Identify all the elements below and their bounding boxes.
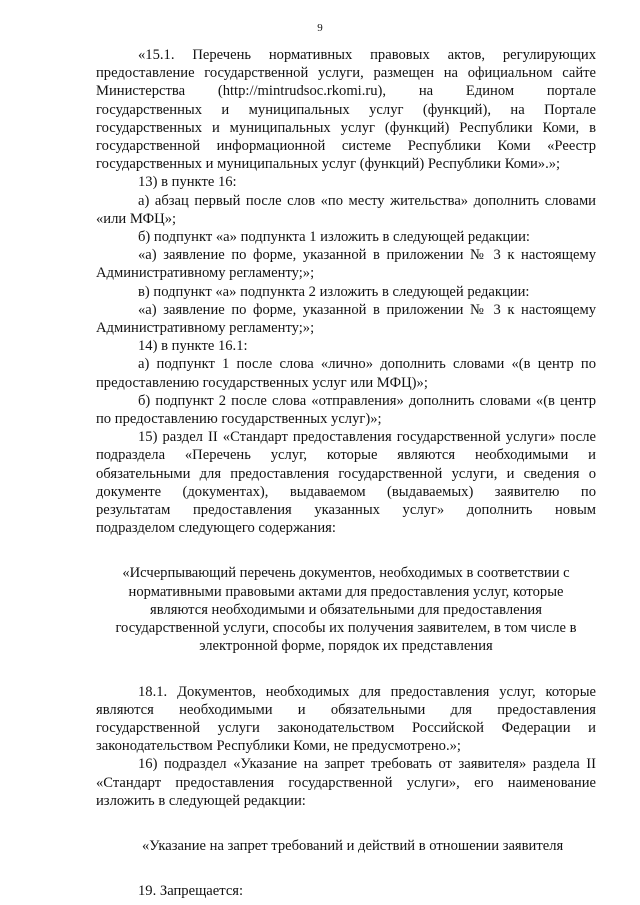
- text-line: Министерства (http://mintrudsoc.rkomi.ru), на Едином портале: [96, 83, 596, 100]
- text-line: по предоставлению государственных услуг)»;: [96, 411, 382, 428]
- text-line: государственных и муниципальных услуг (функций) Республики Коми, в: [96, 119, 596, 136]
- text-line: подраздела «Перечень услуг, которые являются необходимыми и: [96, 447, 596, 464]
- text-line: предоставление государственной услуги, размещен на официальном сайте: [96, 65, 596, 82]
- text-line: «Стандарт предоставления государственной услуги», его наименование: [96, 774, 596, 791]
- text-line: в) подпункт «а» подпункта 2 изложить в следующей редакции:: [138, 283, 530, 300]
- text-line: являются необходимыми и обязательными для предоставления: [96, 701, 596, 718]
- text-line: а) абзац первый после слов «по месту жительства» дополнить словами: [138, 192, 596, 209]
- text-line: «а) заявление по форме, указанной в приложении № 3 к настоящему: [138, 247, 596, 264]
- section-heading-line: являются необходимыми и обязательными для предоставления: [150, 601, 542, 618]
- section-heading-line: государственной услуги, способы их получения заявителем, в том числе в: [115, 620, 577, 637]
- document-body: [96, 46, 596, 900]
- section-heading-line: «Исчерпывающий перечень документов, необходимых в соответствии с: [122, 565, 570, 582]
- section-heading-line: нормативными правовыми актами для предоставления услуг, которые: [128, 583, 564, 600]
- text-line: предоставлению государственных услуг или МФЦ)»;: [96, 374, 428, 391]
- section-heading-line: электронной форме, порядок их представления: [199, 638, 493, 655]
- text-line: результатам предоставления указанных услуг» дополнить новым: [96, 502, 596, 519]
- text-line: подразделом следующего содержания:: [96, 520, 336, 537]
- text-line: 18.1. Документов, необходимых для предоставления услуг, которые: [138, 683, 596, 700]
- text-line: обязательными для предоставления государственной услуги, и сведения о: [96, 465, 596, 482]
- text-line: «15.1. Перечень нормативных правовых актов, регулирующих: [138, 47, 596, 63]
- text-line: законодательством Республики Коми, не предусмотрено.»;: [96, 738, 461, 755]
- text-line: 16) подраздел «Указание на запрет требовать от заявителя» раздела II: [138, 756, 596, 773]
- text-line: 15) раздел II «Стандарт предоставления государственной услуги» после: [138, 429, 596, 446]
- text-line: Административному регламенту;»;: [96, 320, 315, 337]
- text-line: Административному регламенту;»;: [96, 265, 315, 282]
- text-line: документе (документах), выдаваемом (выдаваемых) заявителю по: [96, 483, 596, 500]
- text-line: «или МФЦ»;: [96, 210, 177, 227]
- text-line: государственной услуги законодательством Российской Федерации и: [96, 719, 596, 736]
- text-line: а) подпункт 1 после слова «лично» дополнить словами «(в центр по: [138, 356, 596, 373]
- page-number: 9: [317, 22, 323, 34]
- text-line: б) подпункт 2 после слова «отправления» дополнить словами «(в центр: [138, 392, 596, 409]
- text-line: государственной информационной системе Республики Коми «Реестр: [96, 138, 596, 155]
- section-heading-line: «Указание на запрет требований и действий в отношении заявителя: [142, 837, 564, 854]
- text-line: 19. Запрещается:: [138, 883, 244, 900]
- text-line: изложить в следующей редакции:: [96, 792, 306, 809]
- text-line: «а) заявление по форме, указанной в приложении № 3 к настоящему: [138, 301, 596, 318]
- text-line: б) подпункт «а» подпункта 1 изложить в следующей редакции:: [138, 229, 530, 246]
- text-line: 14) в пункте 16.1:: [138, 338, 248, 355]
- text-line: государственных и муниципальных услуг (функций), на Портале: [96, 101, 596, 118]
- text-line: государственных и муниципальных услуг (функций) Республики Коми».»;: [96, 156, 561, 173]
- text-line: 13) в пункте 16:: [138, 174, 237, 191]
